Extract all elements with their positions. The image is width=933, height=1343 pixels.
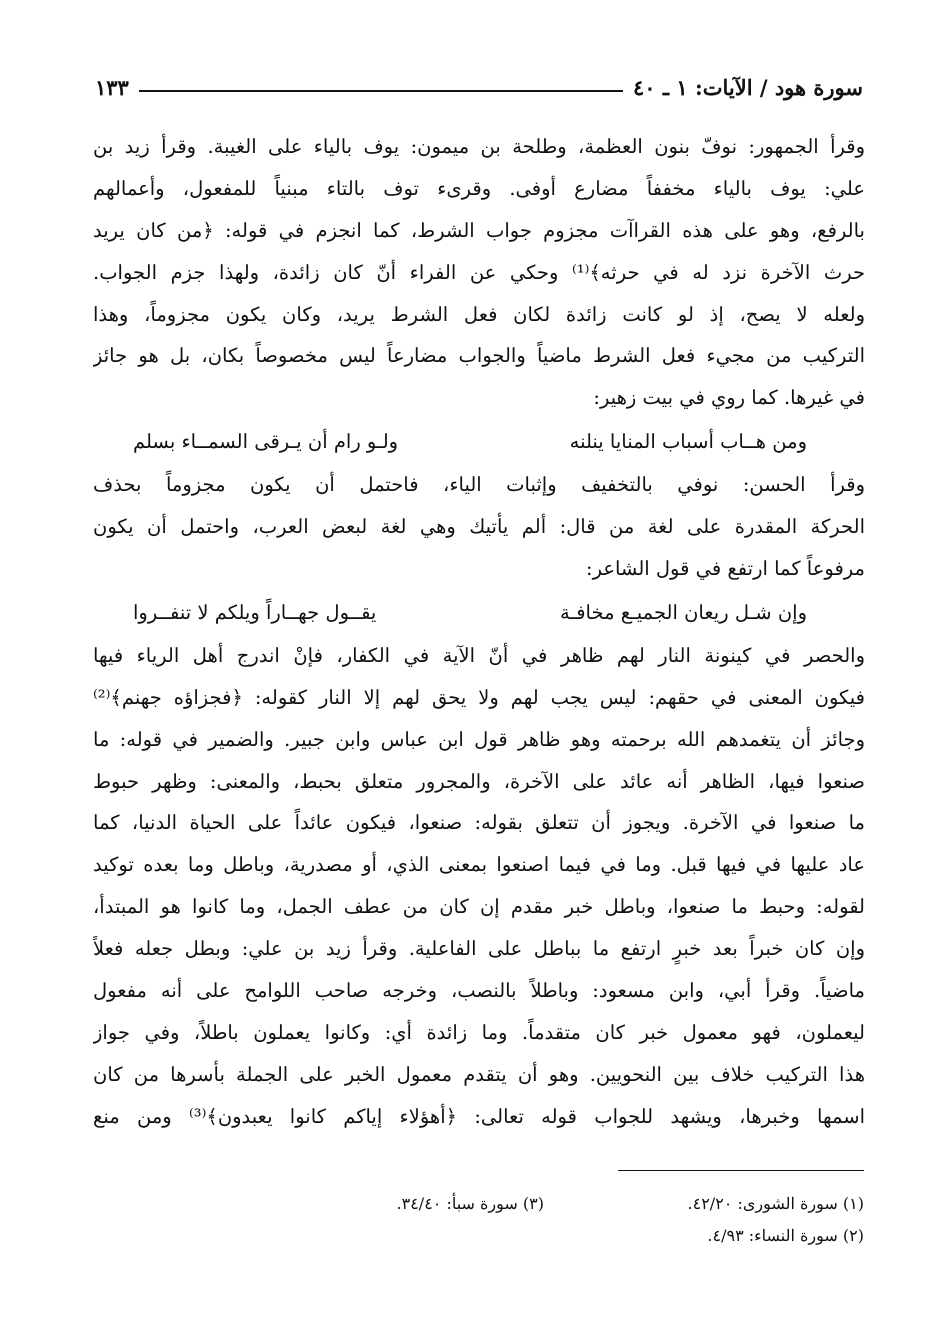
footnote-row bbox=[300, 1188, 864, 1220]
running-header bbox=[95, 70, 863, 104]
text-line: لقوله: وحبط ما صنعوا، وباطل خبر مقدم إن كان من عطف الجمل، وما كانوا هو المبتدأ، bbox=[93, 895, 865, 919]
text-line: في غيرها. كما روي في بيت زهير: bbox=[593, 386, 865, 410]
text-line: وجائز أن يتغمدهم الله برحمته وهو ظاهر قول ابن عباس وابن جبير. والضمير في قوله: ما bbox=[93, 727, 865, 751]
text-line: وإن كان خبراً بعد خبرٍ ارتفع ما بباطل على الفاعلية. وقرأ زيد بن علي: وبطل جعله فعلاً bbox=[93, 937, 865, 961]
text-line: اسمها وخبرها، ويشهد للجواب قوله تعالى: ﴿أهؤلاء إياكم كانوا يعبدون﴾⁽³⁾ ومن منع bbox=[93, 1104, 865, 1128]
page-number: ١٣٣ bbox=[95, 74, 129, 100]
poetry-verse bbox=[93, 590, 865, 635]
verse-first-hemistich: ومن هــاب أسباب المنايا ينلنه bbox=[569, 430, 807, 454]
verse-second-hemistich: ولـو رام أن يـرقى السمــاء بسلم bbox=[133, 430, 399, 454]
text-line: علي: يوف بالياء مخففاً مضارع أوفى. وقرىء توف بالتاء مبنياً للمفعول، وأعمالهم bbox=[93, 176, 865, 200]
text-line: صنعوا فيها، الظاهر أنه عائد على الآخرة، والمجرور متعلق بحبط، والمعنى: وظهر حبوط bbox=[93, 769, 865, 793]
footnote-rule bbox=[618, 1170, 864, 1171]
poetry-verse bbox=[93, 419, 865, 464]
text-line: مرفوعاً كما ارتفع في قول الشاعر: bbox=[586, 557, 865, 581]
header-rule bbox=[139, 90, 623, 92]
text-line: هذا التركيب خلاف بين النحويين. وهو أن يتقدم معمول الخبر على الجملة بأسرها من كان bbox=[93, 1062, 865, 1086]
text-line: التركيب من مجيء فعل الشرط ماضياً والجواب مضارعاً ليس مخصوصاً بكان، بل هو جائز bbox=[93, 344, 865, 368]
text-line: وقرأ الجمهور: نوفّ بنون العظمة، وطلحة بن ميمون: يوف بالياء على الغيبة. وقرأ زيد بن bbox=[93, 135, 865, 158]
text-line: الحركة المقدرة على لغة من قال: ألم يأتيك وهي لغة لبعض العرب، واحتمل أن يكون bbox=[93, 515, 865, 539]
footnote-row bbox=[300, 1220, 864, 1252]
footnote-1: (١) سورة الشورى: ٤٢/٢٠. bbox=[687, 1194, 864, 1213]
footnotes bbox=[300, 1188, 864, 1252]
verse-second-hemistich: يقــول جهــاراً ويلكم لا تنفــروا bbox=[133, 600, 377, 624]
text-line: عاد عليها في فيها قبل. وما في فيما اصنعوا بمعنى الذي، أو مصدرية، وباطل وما بعده توكيد bbox=[93, 853, 865, 877]
text-line: بالرفع، وهو على هذه القراآت مجزوم جواب الشرط، كما انجزم في قوله: ﴿من كان يريد bbox=[93, 218, 865, 242]
text-line: والحصر في كينونة النار لهم ظاهر في أنّ الآية في الكفار، فإنْ اندرج أهل الرياء فيها bbox=[93, 643, 865, 667]
text-line: ليعملون، فهو معمول خبر كان متقدماً. وما زائدة أي: وكانوا يعملون باطلاً، وفي جواز bbox=[93, 1020, 865, 1044]
footnote-2: (٢) سورة النساء: ٤/٩٣. bbox=[707, 1226, 864, 1245]
text-line: ما صنعوا في الآخرة. ويجوز أن تتعلق بقوله: صنعوا، فيكون عائداً على الحياة الدنيا، كما bbox=[93, 811, 865, 835]
verse-first-hemistich: وإن شـل ريعان الجميـع مخافـة bbox=[560, 600, 807, 624]
text-line: ولعله لا يصح، إذ لو كانت زائدة لكان فعل الشرط يريد، وكان يكون مجزوماً، وهذا bbox=[93, 302, 865, 326]
footnote-3: (٣) سورة سبأ: ٣٤/٤٠. bbox=[396, 1194, 544, 1213]
text-line: فيكون المعنى في حقهم: ليس يجب لهم ولا يحق لهم إلا النار كقوله: ﴿فجزاؤه جهنم﴾⁽²⁾ bbox=[93, 685, 865, 709]
text-line: وقرأ الحسن: نوفي بالتخفيف وإثبات الياء، فاحتمل أن يكون مجزوماً بحذف bbox=[93, 473, 865, 497]
text-line: حرث الآخرة نزد له في حرثه﴾⁽¹⁾ وحكي عن الفراء أنّ كان زائدة، ولهذا جزم الجواب. bbox=[93, 260, 865, 284]
text-line: ماضياً. وقرأ أبي، وابن مسعود: وباطلاً بالنصب، وخرجه صاحب اللوامح على أنه مفعول bbox=[93, 979, 865, 1003]
main-text bbox=[93, 126, 865, 1138]
running-title: سورة هود / الآيات: ١ ـ ٤٠ bbox=[633, 74, 863, 100]
